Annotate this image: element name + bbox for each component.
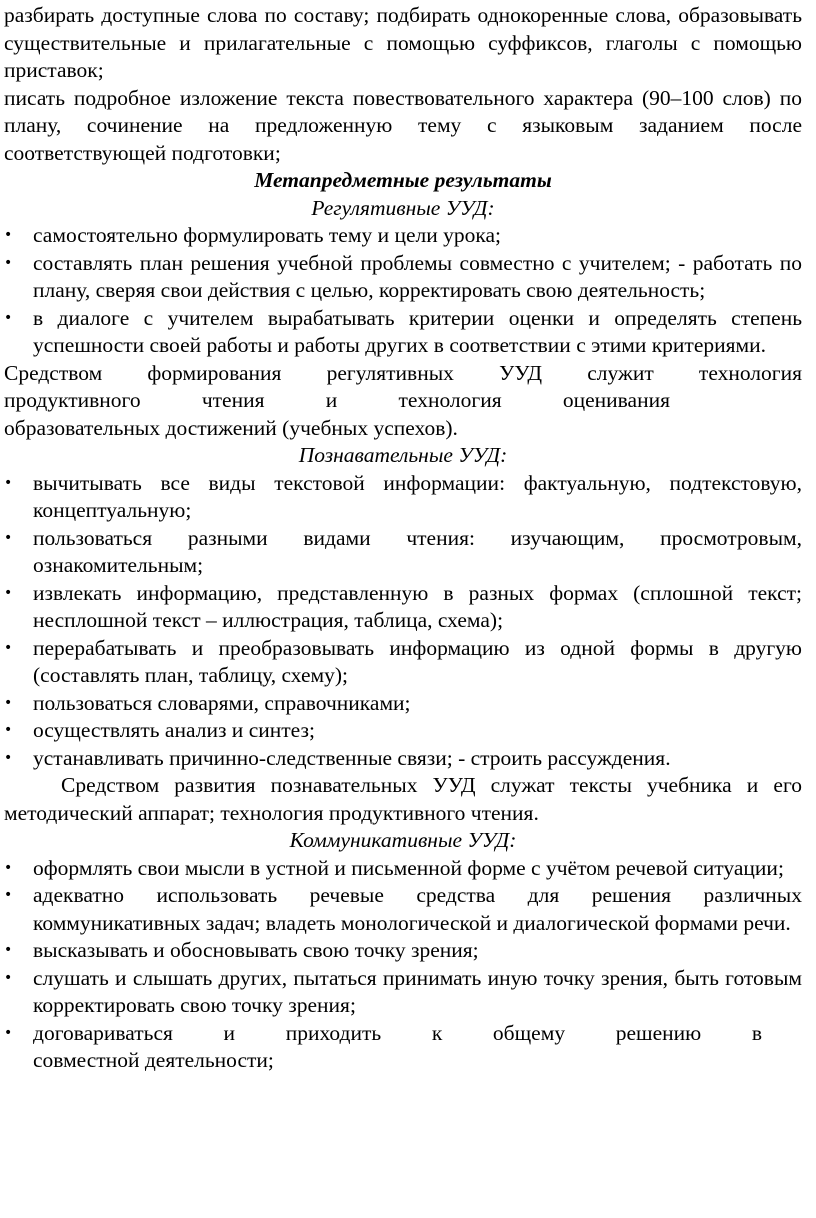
bullet-icon: • (4, 722, 13, 738)
list-item-text: пользоваться словарями, справочниками; (33, 690, 411, 715)
list-item (4, 745, 802, 773)
list-item-text: составлять план решения учебной проблемы совместно с учителем; - работать по плану, сверяя свои действия с целью, корректировать свою деятельность; (33, 250, 802, 302)
list-item (4, 470, 802, 525)
bullet-icon: • (4, 887, 13, 903)
cognitive-heading: Познавательные УУД: (298, 443, 508, 467)
list-item-text: адекватно использовать речевые средства для решения различных коммуникативных задач; владеть монологической и диалогической формами речи. (33, 883, 802, 935)
meta-results-heading: Метапредметные результаты (254, 168, 552, 192)
bullet-icon: • (4, 254, 13, 271)
bullet-icon: • (4, 942, 13, 958)
list-item-text: пользоваться разными видами чтения: изучающим, просмотровым, ознакомительным; (33, 525, 802, 577)
bullet-icon: • (4, 584, 13, 601)
list-item-text: оформлять свои мысли в устной и письменной форме с учётом речевой ситуации; (33, 855, 784, 880)
cognitive-list (4, 470, 802, 773)
bullet-icon: • (4, 474, 13, 491)
bullet-icon: • (4, 639, 13, 656)
regulative-means-line-3: образовательных достижений (учебных успехов). (4, 415, 458, 440)
communicative-list (4, 855, 802, 1075)
list-item-text: в диалоге с учителем вырабатывать критерии оценки и определять степень успешности своей работы и работы других в соответствии с этими критериями. (33, 305, 802, 357)
list-item (4, 717, 802, 745)
list-item (4, 855, 802, 883)
list-item (4, 690, 802, 718)
list-item (4, 1020, 802, 1075)
list-item-text: слушать и слышать других, пытаться принимать иную точку зрения, быть готовым корректировать свою точку зрения; (33, 965, 802, 1017)
list-item-text: вычитывать все виды текстовой информации: фактуальную, подтекстовую, концептуальную; (33, 470, 802, 522)
cognitive-means: Средством развития познавательных УУД служат тексты учебника и его методический аппарат; технология продуктивного чтения. (4, 773, 802, 825)
list-item (4, 305, 802, 360)
list-item-text: устанавливать причинно-следственные связи; - строить рассуждения. (33, 745, 671, 770)
list-item-text: перерабатывать и преобразовывать информацию из одной формы в другую (составлять план, таблицу, схему); (33, 635, 802, 687)
list-item (4, 635, 802, 690)
regulative-heading: Регулятивные УУД: (311, 195, 495, 220)
regulative-list (4, 222, 802, 360)
bullet-icon: • (4, 969, 13, 986)
bullet-icon: • (4, 749, 13, 766)
list-item (4, 580, 802, 635)
list-item-text: высказывать и обосновывать свою точку зрения; (33, 938, 479, 962)
regulative-means-line-1: Средством формирования регулятивных УУД служит технология (4, 360, 802, 385)
intro-paragraph-2: писать подробное изложение текста повествовательного характера (90–100 слов) по плану, сочинение на предложенную тему с языковым заданием после соответствующей подготовки; (4, 85, 802, 165)
regulative-means-line-2: продуктивного чтения и технология оценивания (4, 388, 670, 412)
bullet-icon: • (4, 309, 13, 326)
list-item-text-continued: совместной деятельности; (33, 1048, 274, 1072)
bullet-icon: • (4, 859, 13, 876)
communicative-heading: Коммуникативные УУД: (289, 828, 517, 852)
bullet-icon: • (4, 694, 13, 711)
list-item (4, 965, 802, 1020)
list-item-text: осуществлять анализ и синтез; (33, 718, 315, 742)
list-item (4, 222, 802, 250)
list-item (4, 937, 802, 965)
list-item-text: самостоятельно формулировать тему и цели урока; (33, 223, 502, 247)
bullet-icon: • (4, 227, 13, 243)
intro-paragraph-1: разбирать доступные слова по составу; подбирать однокоренные слова, образовывать существительные и прилагательные с помощью суффиксов, глаголы с помощью приставок; (4, 3, 802, 82)
list-item-text: договариваться и приходить к общему решению в (33, 1020, 762, 1045)
list-item (4, 882, 802, 937)
list-item (4, 525, 802, 580)
list-item-text: извлекать информацию, представленную в разных формах (сплошной текст; несплошной текст – иллюстрация, таблица, схема); (33, 580, 802, 632)
list-item (4, 250, 802, 305)
bullet-icon: • (4, 1024, 13, 1041)
bullet-icon: • (4, 529, 13, 546)
